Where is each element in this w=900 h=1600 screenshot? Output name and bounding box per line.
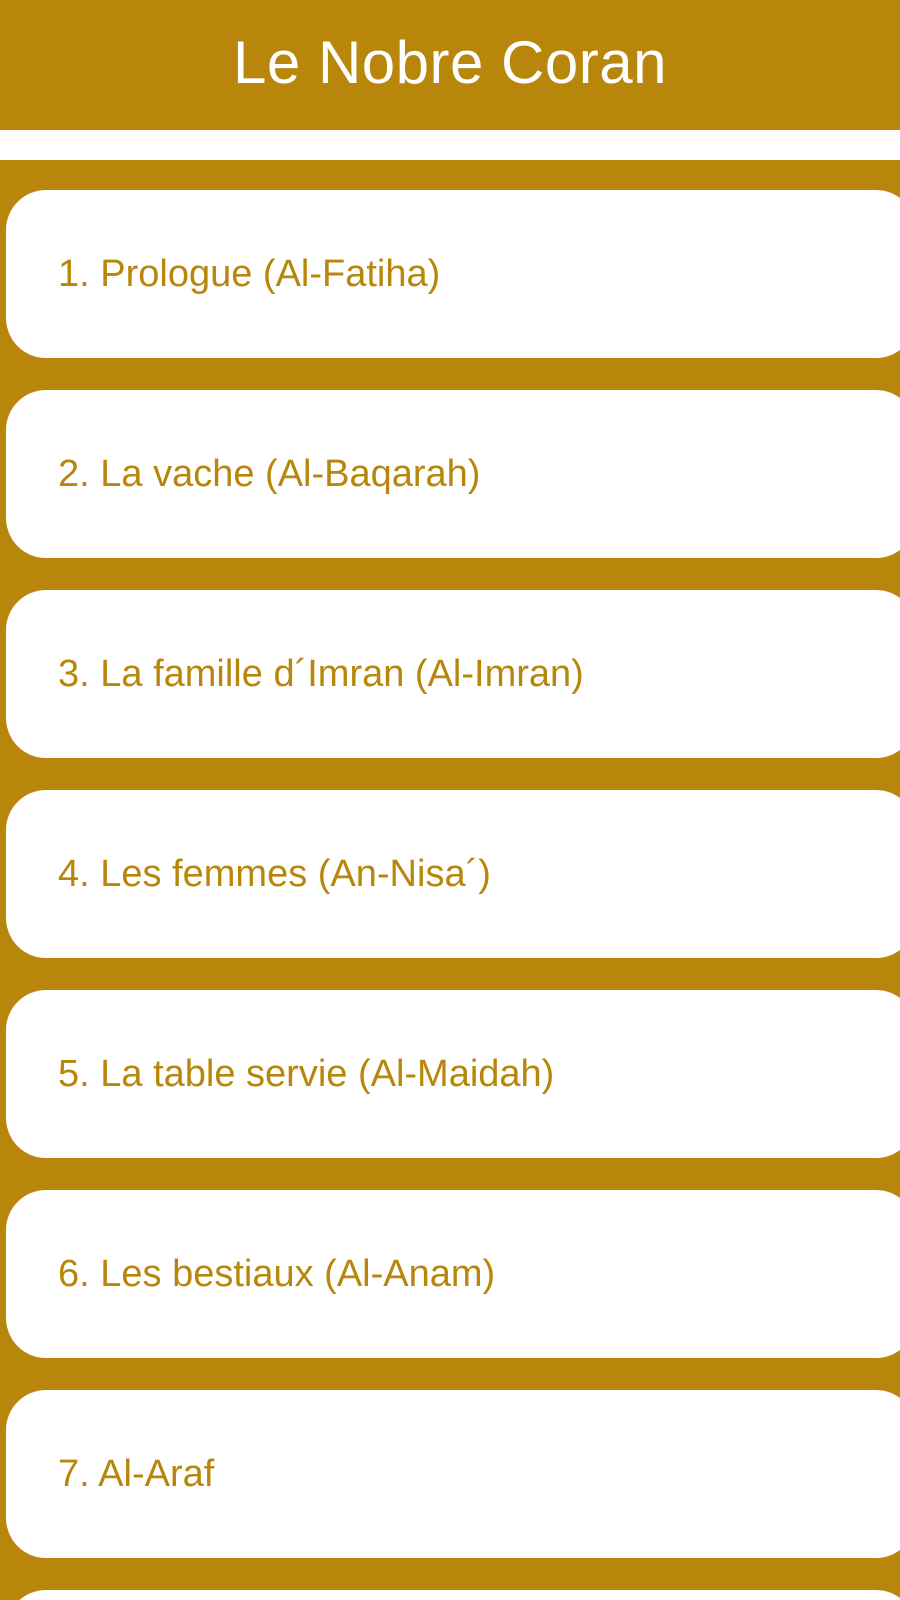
list-item-label: 5. La table servie (Al-Maidah): [58, 1052, 555, 1095]
list-item-surah-4[interactable]: [6, 790, 900, 958]
list-item-surah-5[interactable]: [6, 990, 900, 1158]
list-item-surah-8[interactable]: [6, 1590, 900, 1600]
list-item-label: 2. La vache (Al-Baqarah): [58, 452, 481, 495]
list-item-label: 6. Les bestiaux (Al-Anam): [58, 1252, 496, 1295]
surah-list[interactable]: [0, 160, 900, 1600]
app-bar: [0, 0, 900, 130]
header-divider: [0, 130, 900, 160]
list-item-surah-1[interactable]: [6, 190, 900, 358]
list-item-label: 3. La famille d´Imran (Al-Imran): [58, 652, 584, 695]
list-item-surah-7[interactable]: [6, 1390, 900, 1558]
page-title: Le Nobre Coran: [233, 28, 667, 96]
list-item-label: 4. Les femmes (An-Nisa´): [58, 852, 491, 895]
list-item-surah-6[interactable]: [6, 1190, 900, 1358]
list-item-surah-3[interactable]: [6, 590, 900, 758]
list-item-surah-2[interactable]: [6, 390, 900, 558]
list-item-label: 7. Al-Araf: [58, 1452, 215, 1495]
list-item-label: 1. Prologue (Al-Fatiha): [58, 252, 441, 295]
